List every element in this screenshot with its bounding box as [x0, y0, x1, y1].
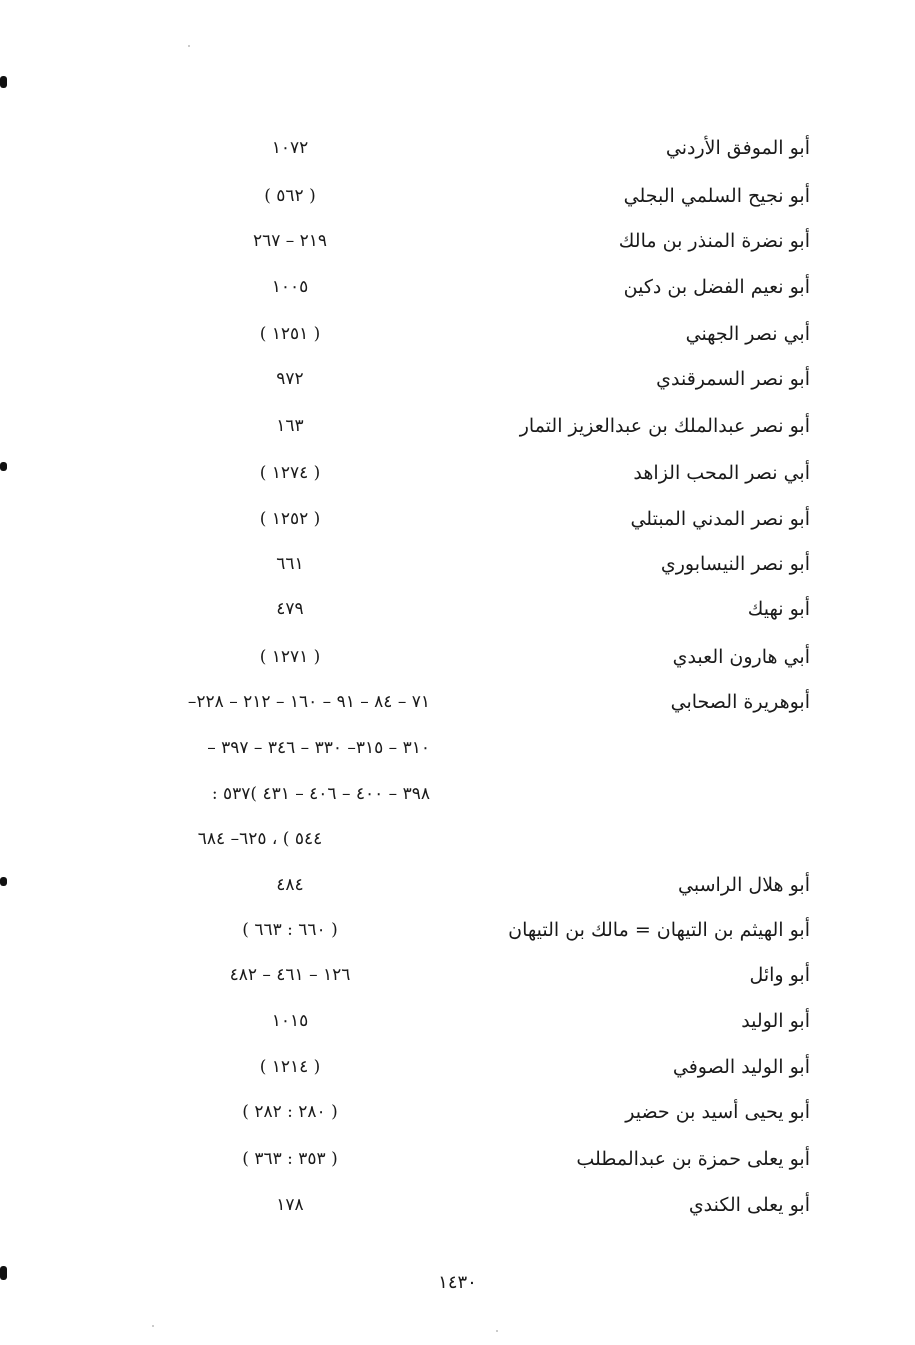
index-entry [0, 1050, 915, 1084]
entry-name: أبو نصر النيسابوري [660, 553, 810, 575]
index-entry [0, 456, 915, 490]
scan-edge-mark [0, 877, 7, 886]
entry-ref: ١٢٦ – ٤٦١ – ٤٨٢ [229, 965, 351, 985]
entry-name: أبو الموفق الأردني [665, 137, 810, 159]
entry-ref: ( ١٢١٤ ) [259, 1057, 321, 1077]
entry-ref: ( ٢٨٠ : ٢٨٢ ) [242, 1102, 338, 1122]
entry-name: أبي هارون العبدي [672, 646, 810, 668]
scan-speck [496, 1330, 498, 1332]
index-entry [0, 1142, 915, 1176]
entry-ref: ١٠٧٢ [271, 138, 309, 158]
entry-ref: ( ٥٦٢ ) [264, 186, 316, 206]
entry-ref: ٣٩٨ – ٤٠٠ – ٤٠٦ – ٤٣١ )٥٣٧ : [211, 784, 430, 804]
index-entry [0, 913, 915, 947]
index-entry [0, 409, 915, 443]
entry-ref: ( ١٢٥١ ) [259, 324, 321, 344]
entry-ref: ٢١٩ – ٢٦٧ [252, 231, 328, 251]
index-entry-continuation [0, 731, 915, 765]
entry-name: أبي نصر الجهني [685, 323, 810, 345]
scan-edge-mark [0, 76, 7, 88]
entry-ref: ١٧٨ [276, 1195, 304, 1215]
entry-name: أبو نعيم الفضل بن دكين [623, 276, 810, 298]
entry-ref: ( ١٢٧٤ ) [259, 463, 321, 483]
index-entry [0, 547, 915, 581]
entry-name: أبو نجيح السلمي البجلي [623, 185, 810, 207]
index-entry [0, 1004, 915, 1038]
entry-ref: ٦٦١ [276, 554, 304, 574]
index-entry [0, 317, 915, 351]
index-entry [0, 685, 915, 719]
scan-edge-mark [0, 1266, 7, 1280]
entry-ref: ( ١٢٧١ ) [259, 647, 321, 667]
entry-ref: ( ٣٥٣ : ٣٦٣ ) [242, 1149, 338, 1169]
scan-speck [188, 45, 190, 47]
index-entry [0, 502, 915, 536]
entry-name: أبو هلال الراسبي [678, 874, 810, 896]
entry-name: أبي نصر المحب الزاهد [633, 462, 810, 484]
entry-name: أبو يحيى أسيد بن حضير [625, 1101, 810, 1123]
entry-ref: ٩٧٢ [276, 369, 304, 389]
scan-edge-mark [0, 462, 7, 471]
entry-name: أبو يعلى حمزة بن عبدالمطلب [576, 1148, 810, 1170]
entry-name: أبو يعلى الكندي [688, 1194, 810, 1216]
page-number: ١٤٣٠ [438, 1272, 477, 1293]
entry-name: أبو الوليد الصوفي [672, 1056, 810, 1078]
entry-ref: ٧١ – ٨٤ – ٩١ – ١٦٠ – ٢١٢ – ٢٢٨– [187, 692, 430, 712]
entry-name: أبو الهيثم بن التيهان = مالك بن التيهان [508, 919, 810, 941]
entry-name: أبو نصر المدني المبتلي [630, 508, 810, 530]
entry-ref: ١٦٣ [276, 416, 304, 436]
entry-ref: ٣١٠ – ٣١٥– ٣٣٠ – ٣٤٦ – ٣٩٧ – [207, 738, 430, 758]
entry-name: أبو نضرة المنذر بن مالك [618, 230, 810, 252]
index-entry [0, 131, 915, 165]
index-entry [0, 224, 915, 258]
entry-name: أبو وائل [749, 964, 810, 986]
entry-name: أبو نهيك [747, 598, 810, 620]
entry-ref: ٤٨٤ [276, 875, 304, 895]
index-entry [0, 362, 915, 396]
entry-name: أبو نصر عبدالملك بن عبدالعزيز التمار [519, 415, 810, 437]
entry-ref: ( ٦٦٠ : ٦٦٣ ) [242, 920, 338, 940]
index-entry [0, 640, 915, 674]
entry-name: أبو الوليد [741, 1010, 810, 1032]
scan-speck [152, 1325, 154, 1327]
index-entry [0, 868, 915, 902]
index-entry-continuation [0, 822, 915, 856]
entry-name: أبو نصر السمرقندي [656, 368, 810, 390]
index-entry-continuation [0, 777, 915, 811]
index-entry [0, 1188, 915, 1222]
entry-ref: ٤٧٩ [276, 599, 304, 619]
index-entry [0, 179, 915, 213]
entry-ref: ١٠١٥ [271, 1011, 309, 1031]
index-entry [0, 958, 915, 992]
entry-ref: ١٠٠٥ [271, 277, 309, 297]
index-entry [0, 592, 915, 626]
entry-name: أبوهريرة الصحابي [670, 691, 810, 713]
index-entry [0, 1095, 915, 1129]
index-entry [0, 270, 915, 304]
entry-ref: ٥٤٤ ) ، ٦٢٥– ٦٨٤ [197, 829, 323, 849]
entry-ref: ( ١٢٥٢ ) [259, 509, 321, 529]
